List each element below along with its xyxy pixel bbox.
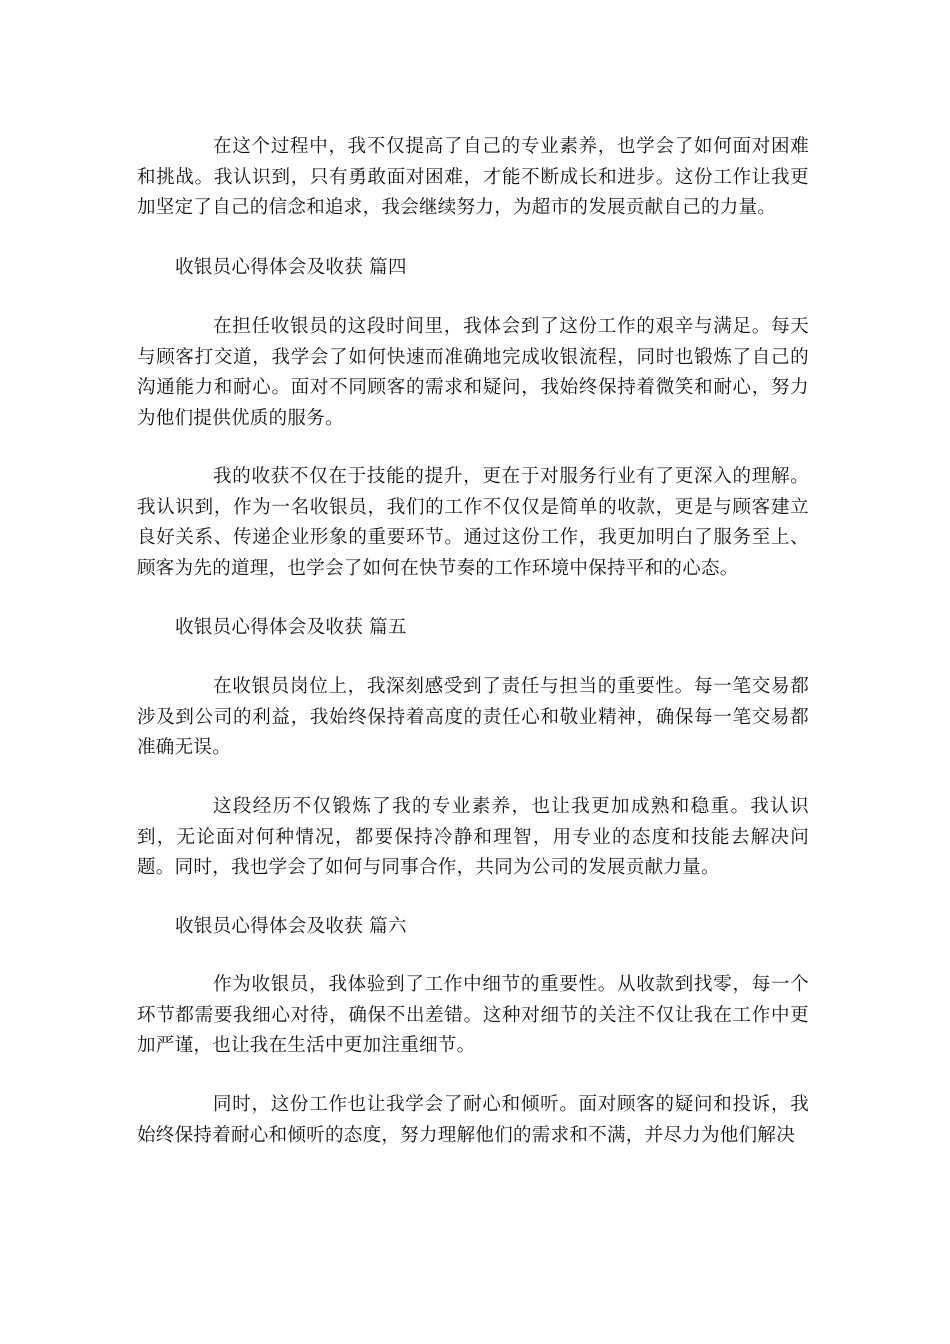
paragraph-part-5-first: 在收银员岗位上，我深刻感受到了责任与担当的重要性。每一笔交易都涉及到公司的利益，我始终保持着高度的责任心和敬业精神，确保每一笔交易都准确无误。	[137, 676, 809, 758]
paragraph-part-4-second: 我的收获不仅在于技能的提升，更在于对服务行业有了更深入的理解。我认识到，作为一名收银员，我们的工作不仅仅是简单的收款，更是与顾客建立良好关系、传递企业形象的重要环节。通过这份工作，我更加明白了服务至上、顾客为先的道理，也学会了如何在快节奏的工作环境中保持平和的心态。	[137, 466, 809, 579]
paragraph-intro-continuation: 在这个过程中，我不仅提高了自己的专业素养，也学会了如何面对困难和挑战。我认识到，只有勇敢面对困难，才能不断成长和进步。这份工作让我更加坚定了自己的信念和追求，我会继续努力，为超市的发展贡献自己的力量。	[137, 136, 809, 218]
paragraph-part-6-second: 同时，这份工作也让我学会了耐心和倾听。面对顾客的疑问和投诉，我始终保持着耐心和倾听的态度，努力理解他们的需求和不满，并尽力为他们解决	[137, 1094, 809, 1146]
paragraph-part-6-first: 作为收银员，我体验到了工作中细节的重要性。从收款到找零，每一个环节都需要我细心对待，确保不出差错。这种对细节的关注不仅让我在工作中更加严谨，也让我在生活中更加注重细节。	[137, 974, 809, 1056]
section-heading-part-6: 收银员心得体会及收获 篇六	[175, 916, 407, 937]
section-heading-part-4: 收银员心得体会及收获 篇四	[175, 257, 407, 278]
paragraph-part-5-second: 这段经历不仅锻炼了我的专业素养，也让我更加成熟和稳重。我认识到，无论面对何种情况，都要保持冷静和理智，用专业的态度和技能去解决问题。同时，我也学会了如何与同事合作，共同为公司的发展贡献力量。	[137, 796, 809, 878]
section-heading-part-5: 收银员心得体会及收获 篇五	[175, 617, 407, 638]
paragraph-part-4-first: 在担任收银员的这段时间里，我体会到了这份工作的艰辛与满足。每天与顾客打交道，我学会了如何快速而准确地完成收银流程，同时也锻炼了自己的沟通能力和耐心。面对不同顾客的需求和疑问，我始终保持着微笑和耐心，努力为他们提供优质的服务。	[137, 316, 809, 429]
